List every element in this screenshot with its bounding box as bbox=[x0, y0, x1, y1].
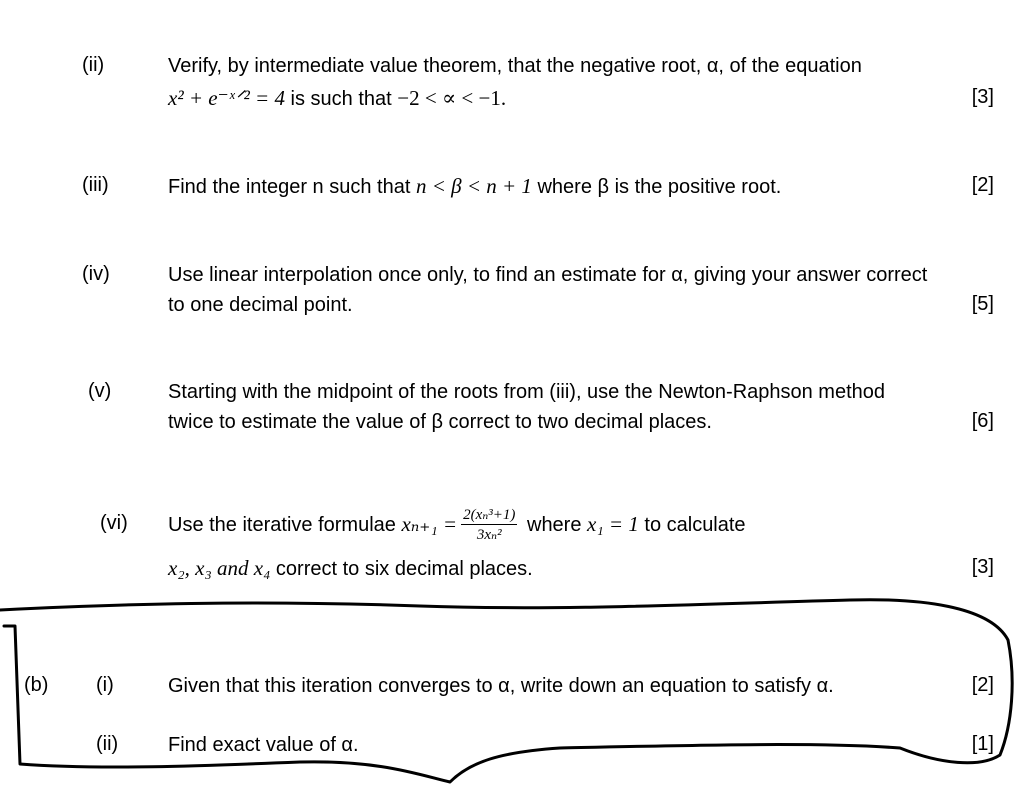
question-text-line1: Use linear interpolation once only, to find an estimate for α, giving your answer correct bbox=[168, 264, 928, 286]
marks: [6] bbox=[971, 410, 994, 432]
initial-condition: x₁ = 1 bbox=[587, 512, 639, 536]
inequality: n < β < n + 1 bbox=[415, 174, 532, 198]
part-label: (b) bbox=[24, 674, 49, 696]
text: where β is the positive root. bbox=[531, 176, 782, 198]
text: Use the iterative formulae bbox=[168, 514, 402, 536]
question-number: (vi) bbox=[100, 512, 128, 534]
denominator: 3xₙ² bbox=[476, 527, 502, 544]
marks: [2] bbox=[971, 674, 994, 696]
question-number: (v) bbox=[88, 380, 112, 402]
formula-lhs: xₙ₊₁ = bbox=[401, 512, 458, 536]
text: correct to six decimal places. bbox=[270, 558, 533, 580]
numerator: 2(xₙ³+1) bbox=[463, 507, 516, 524]
text: Find the integer n such that bbox=[168, 176, 416, 198]
question-number: (ii) bbox=[82, 54, 105, 76]
question-text: Given that this iteration converges to α, write down an equation to satisfy α. bbox=[168, 675, 834, 697]
marks: [5] bbox=[971, 293, 994, 315]
marks: [3] bbox=[971, 556, 994, 578]
marks: [1] bbox=[971, 733, 994, 755]
terms: x₂, x₃ and x₄ bbox=[168, 556, 271, 580]
question-number: (ii) bbox=[96, 733, 119, 755]
question-number: (iii) bbox=[82, 174, 109, 196]
inequality: −2 < ∝ < −1. bbox=[397, 86, 507, 110]
question-text-line2: twice to estimate the value of β correct to two decimal places. bbox=[168, 411, 712, 433]
text: is such that bbox=[284, 88, 398, 110]
question-number: (iv) bbox=[82, 263, 110, 285]
text: where bbox=[521, 514, 588, 536]
question-text-line1: Starting with the midpoint of the roots from (iii), use the Newton-Raphson method bbox=[168, 381, 886, 403]
question-text-line2: to one decimal point. bbox=[168, 294, 353, 316]
marks: [2] bbox=[971, 174, 994, 196]
question-text-line1: Verify, by intermediate value theorem, that the negative root, α, of the equation bbox=[168, 55, 862, 77]
marks: [3] bbox=[971, 86, 994, 108]
question-number: (i) bbox=[96, 674, 114, 696]
question-text: Find exact value of α. bbox=[168, 734, 359, 756]
equation: x² + e⁻ˣᐟ² = 4 bbox=[168, 86, 285, 110]
text: to calculate bbox=[638, 514, 746, 536]
